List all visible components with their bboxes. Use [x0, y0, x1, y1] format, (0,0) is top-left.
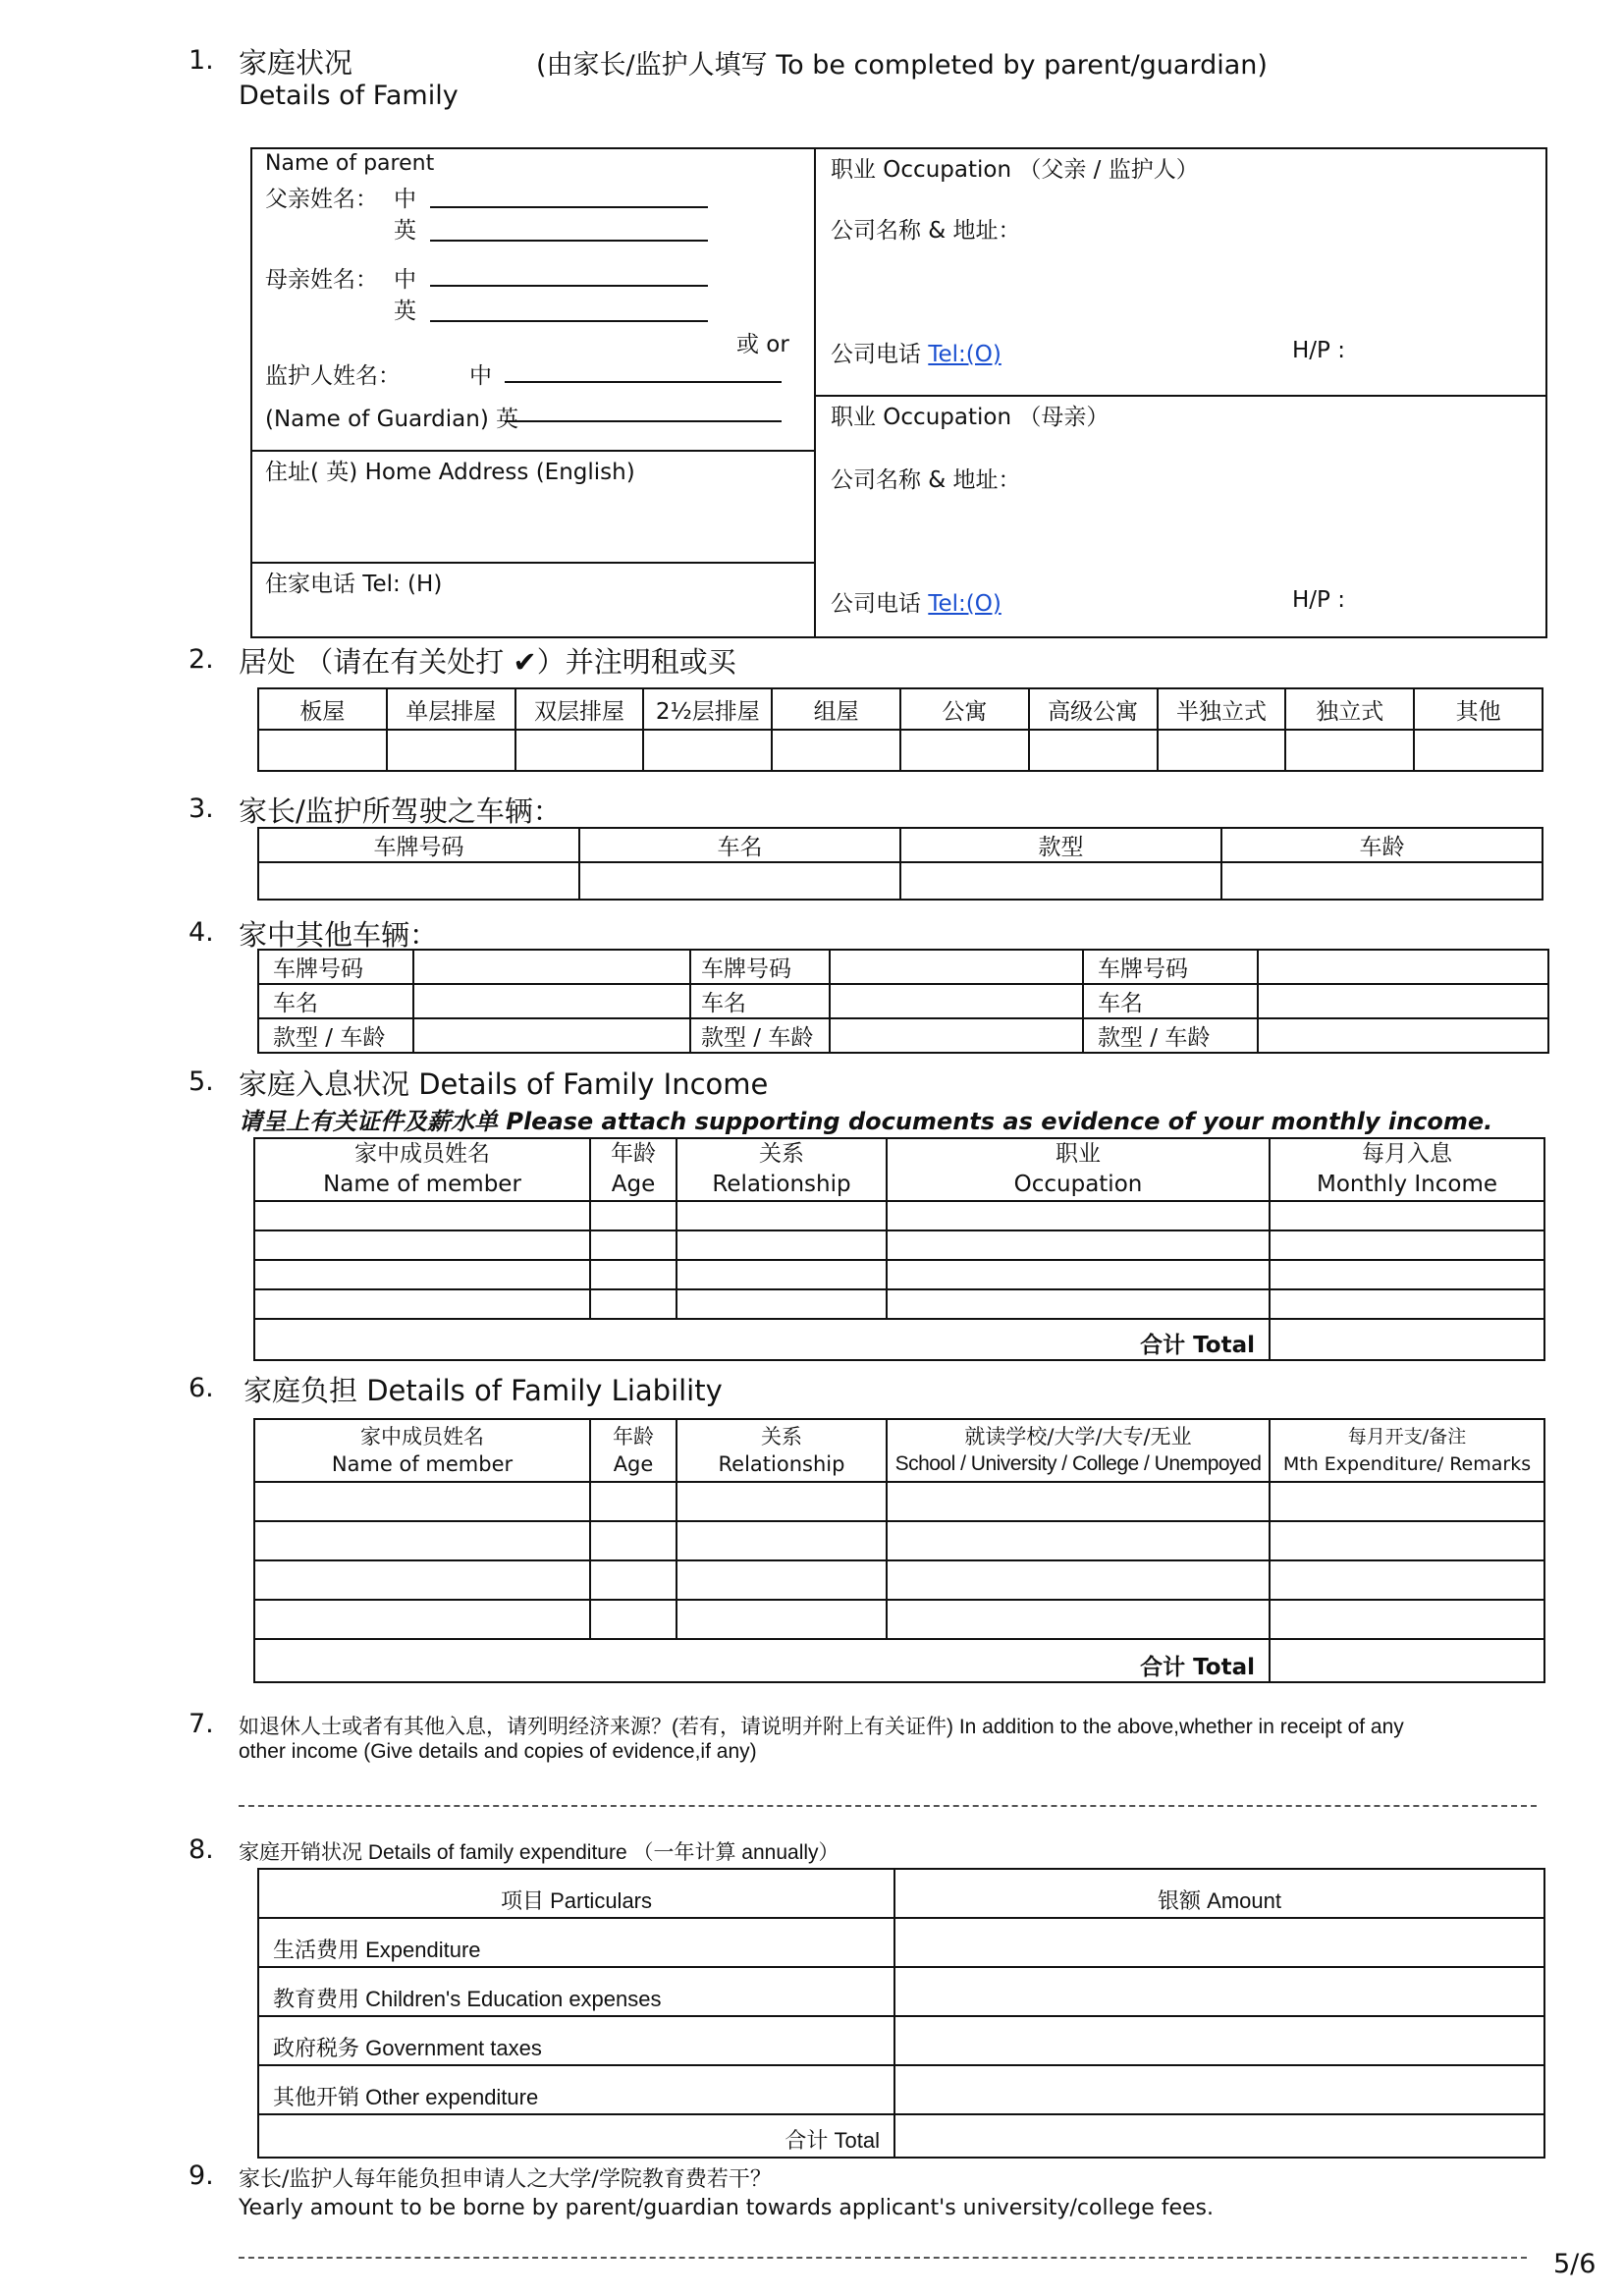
income-cell[interactable]: [590, 1289, 677, 1319]
income-cell[interactable]: [887, 1289, 1270, 1319]
model-age-cell[interactable]: [830, 1018, 1083, 1053]
expenditure-total-label: 合计 Total: [258, 2114, 894, 2158]
residence-cell[interactable]: [515, 730, 644, 771]
amount-cell[interactable]: [894, 2065, 1544, 2114]
father-name-zh-field[interactable]: [430, 206, 708, 208]
mother-office-tel: [831, 585, 1001, 618]
residence-type: 单层排屋: [387, 688, 515, 730]
section-2-number: 2.: [189, 644, 214, 675]
model-age-cell[interactable]: [1258, 1018, 1548, 1053]
section-9-answer-line[interactable]: [239, 2257, 1527, 2259]
address-divider: [250, 450, 815, 452]
mother-occupation-label: 职业 Occupation （母亲）: [831, 405, 1110, 430]
family-liability-table: [253, 1418, 1545, 1683]
header-en: Occupation: [1013, 1172, 1143, 1197]
residence-type: 双层排屋: [515, 688, 644, 730]
other-vehicles-table: [257, 949, 1549, 1054]
liability-expenditure-header: [1270, 1419, 1544, 1482]
income-cell[interactable]: [677, 1260, 887, 1289]
income-cell[interactable]: [1270, 1260, 1544, 1289]
income-cell[interactable]: [590, 1230, 677, 1260]
home-tel-label: 住家电话 Tel: (H): [265, 572, 443, 597]
amount-total-cell[interactable]: [894, 2114, 1544, 2158]
guardian-en-label: (Name of Guardian) 英: [265, 407, 519, 432]
occupation-divider: [814, 395, 1547, 397]
income-cell[interactable]: [887, 1260, 1270, 1289]
liability-cell[interactable]: [887, 1600, 1270, 1639]
income-age-header: [590, 1138, 677, 1201]
section-4-title: 家中其他车辆：: [239, 918, 439, 952]
section-1-title: 家庭状况: [239, 46, 353, 80]
liability-cell[interactable]: [1270, 1600, 1544, 1639]
office-tel-label: 公司电话: [831, 342, 929, 367]
residence-type: 高级公寓: [1029, 688, 1158, 730]
expenditure-label: 生活费用 Expenditure: [258, 1918, 894, 1967]
residence-cell[interactable]: [258, 730, 387, 771]
vehicle-cell[interactable]: [900, 862, 1221, 900]
residence-cell[interactable]: [772, 730, 900, 771]
income-cell[interactable]: [254, 1201, 590, 1230]
header-en: School / University / College / Unempoyed: [894, 1452, 1262, 1475]
income-cell[interactable]: [254, 1230, 590, 1260]
section-5-note: 请呈上有关证件及薪水单 Please attach supporting documents as evidence of your monthly income.: [239, 1108, 1493, 1135]
table-row: [254, 1289, 1544, 1319]
liability-cell[interactable]: [590, 1560, 677, 1600]
header-zh: 每月开支/备注: [1347, 1426, 1467, 1448]
residence-type: 板屋: [258, 688, 387, 730]
liability-cell[interactable]: [254, 1521, 590, 1560]
amount-header: 银额 Amount: [894, 1869, 1544, 1918]
section-5-title: 家庭入息状况 Details of Family Income: [239, 1067, 769, 1101]
header-zh: 每月入息: [1362, 1141, 1452, 1167]
section-1-note: (由家长/监护人填写 To be completed by parent/guardian): [536, 50, 1268, 81]
income-cell[interactable]: [887, 1230, 1270, 1260]
liability-school-header: [887, 1419, 1270, 1482]
section-4-number: 4.: [189, 917, 214, 948]
father-office-tel: [831, 336, 1001, 368]
mother-zh-label: 中: [394, 267, 416, 293]
mother-hp-label: H/P :: [1292, 587, 1345, 613]
header-en: Age: [611, 1172, 656, 1197]
liability-cell[interactable]: [887, 1482, 1270, 1521]
vehicle-plate-header: 车牌号码: [258, 828, 579, 862]
liability-age-header: [590, 1419, 677, 1482]
office-tel-label: 公司电话: [831, 591, 929, 617]
residence-type: 其他: [1414, 688, 1543, 730]
residence-cell[interactable]: [1414, 730, 1543, 771]
car-name-cell[interactable]: [830, 984, 1083, 1018]
income-cell[interactable]: [254, 1260, 590, 1289]
income-cell[interactable]: [1270, 1201, 1544, 1230]
car-name-cell[interactable]: [413, 984, 690, 1018]
income-total-label: 合计 Total: [254, 1319, 1270, 1360]
residence-cell[interactable]: [387, 730, 515, 771]
model-age-cell[interactable]: [413, 1018, 690, 1053]
vehicle-name-header: 车名: [579, 828, 900, 862]
header-zh: 就读学校/大学/大专/无业: [964, 1425, 1192, 1449]
table-row: [254, 1201, 1544, 1230]
section-6-title: 家庭负担 Details of Family Liability: [244, 1374, 723, 1407]
residence-type: 半独立式: [1158, 688, 1286, 730]
mother-company-label: 公司名称 & 地址：: [831, 467, 1021, 493]
header-zh: 家中成员姓名: [354, 1141, 490, 1167]
header-en: Name of member: [323, 1172, 521, 1197]
section-6-number: 6.: [189, 1373, 214, 1403]
liability-cell[interactable]: [1270, 1521, 1544, 1560]
plate-label: 车牌号码: [258, 950, 413, 984]
education-expense-label: 教育费用 Children's Education expenses: [258, 1967, 894, 2016]
table-row: [254, 1560, 1544, 1600]
residence-type: 公寓: [900, 688, 1029, 730]
plate-label: 车牌号码: [690, 950, 830, 984]
section-7-answer-line[interactable]: [239, 1805, 1537, 1807]
table-row: [254, 1600, 1544, 1639]
guardian-name-en-field[interactable]: [505, 420, 782, 422]
table-row: [254, 1260, 1544, 1289]
father-name-label: 父亲姓名：: [265, 187, 378, 212]
vehicle-age-header: 车龄: [1221, 828, 1543, 862]
section-7-text-line2: other income (Give details and copies of evidence,if any): [239, 1740, 757, 1763]
liability-cell[interactable]: [1270, 1482, 1544, 1521]
liability-cell[interactable]: [677, 1521, 887, 1560]
liability-cell[interactable]: [590, 1600, 677, 1639]
header-zh: 关系: [759, 1141, 804, 1167]
name-of-parent-label: Name of parent: [265, 151, 435, 176]
residence-cell[interactable]: [900, 730, 1029, 771]
table-row: [254, 1482, 1544, 1521]
guardian-zh-label: 中: [469, 363, 492, 389]
liability-cell[interactable]: [590, 1521, 677, 1560]
header-en: Relationship: [718, 1452, 845, 1476]
liability-total-cell[interactable]: [1270, 1639, 1544, 1682]
income-cell[interactable]: [677, 1201, 887, 1230]
section-9-text-line1: 家长/监护人每年能负担申请人之大学/学院教育费若干？: [239, 2167, 772, 2192]
amount-cell[interactable]: [894, 2016, 1544, 2065]
section-9-text-line2: Yearly amount to be borne by parent/guardian towards applicant's university/college fees.: [239, 2196, 1214, 2220]
amount-cell[interactable]: [894, 1967, 1544, 2016]
guardian-name-label: 监护人姓名：: [265, 363, 401, 389]
liability-cell[interactable]: [254, 1482, 590, 1521]
liability-cell[interactable]: [590, 1482, 677, 1521]
or-label: 或 or: [736, 332, 789, 357]
header-zh: 职业: [1056, 1141, 1101, 1167]
office-tel-link[interactable]: Tel:(O): [928, 342, 1001, 367]
income-relationship-header: [677, 1138, 887, 1201]
liability-cell[interactable]: [254, 1560, 590, 1600]
father-en-label: 英: [394, 218, 416, 244]
header-en: Relationship: [712, 1172, 851, 1197]
section-5-number: 5.: [189, 1066, 214, 1097]
income-monthly-header: [1270, 1138, 1544, 1201]
particulars-header: 项目 Particulars: [258, 1869, 894, 1918]
plate-cell[interactable]: [1258, 950, 1548, 984]
liability-cell[interactable]: [254, 1600, 590, 1639]
section-8-number: 8.: [189, 1834, 214, 1865]
liability-name-header: [254, 1419, 590, 1482]
plate-cell[interactable]: [413, 950, 690, 984]
car-name-label: 车名: [690, 984, 830, 1018]
income-cell[interactable]: [254, 1289, 590, 1319]
office-tel-link[interactable]: Tel:(O): [928, 591, 1001, 617]
liability-total-label: 合计 Total: [254, 1639, 1270, 1682]
car-name-cell[interactable]: [1258, 984, 1548, 1018]
mother-name-zh-field[interactable]: [430, 285, 708, 287]
header-zh: 关系: [761, 1425, 802, 1449]
residence-type: 独立式: [1285, 688, 1414, 730]
income-name-header: [254, 1138, 590, 1201]
residence-table: [257, 687, 1543, 772]
residence-cell[interactable]: [1158, 730, 1286, 771]
plate-label: 车牌号码: [1083, 950, 1258, 984]
income-cell[interactable]: [677, 1289, 887, 1319]
residence-type: 2½层排屋: [643, 688, 772, 730]
section-1-number: 1.: [189, 45, 214, 76]
liability-cell[interactable]: [887, 1560, 1270, 1600]
table-row: [254, 1230, 1544, 1260]
section-7-number: 7.: [189, 1709, 214, 1739]
other-expenditure-label: 其他开销 Other expenditure: [258, 2065, 894, 2114]
liability-cell[interactable]: [677, 1560, 887, 1600]
income-cell[interactable]: [887, 1201, 1270, 1230]
table-row: [254, 1521, 1544, 1560]
income-occupation-header: [887, 1138, 1270, 1201]
father-company-label: 公司名称 & 地址：: [831, 218, 1021, 244]
liability-cell[interactable]: [677, 1482, 887, 1521]
residence-cell[interactable]: [1029, 730, 1158, 771]
section-2-title: 居处 （请在有关处打 ✔）并注明租或买: [239, 645, 736, 679]
family-income-table: [253, 1137, 1545, 1361]
mother-name-en-field[interactable]: [430, 320, 708, 322]
vehicle-cell[interactable]: [579, 862, 900, 900]
section-1-subtitle: Details of Family: [239, 81, 459, 111]
vehicle-cell[interactable]: [258, 862, 579, 900]
government-taxes-label: 政府税务 Government taxes: [258, 2016, 894, 2065]
driver-vehicle-table: [257, 827, 1543, 901]
home-address-label: 住址( 英) Home Address (English): [265, 460, 635, 485]
section-3-title: 家长/监护所驾驶之车辆：: [239, 794, 562, 828]
model-age-label: 款型 / 车龄: [690, 1018, 830, 1053]
section-3-number: 3.: [189, 793, 214, 824]
page-number: 5/6: [1553, 2249, 1597, 2279]
income-cell[interactable]: [1270, 1289, 1544, 1319]
header-en: Mth Expenditure/ Remarks: [1282, 1453, 1532, 1475]
residence-type: 组屋: [772, 688, 900, 730]
header-en: Age: [613, 1452, 654, 1476]
liability-cell[interactable]: [887, 1521, 1270, 1560]
liability-cell[interactable]: [1270, 1560, 1544, 1600]
father-occupation-label: 职业 Occupation （父亲 / 监护人）: [831, 157, 1199, 183]
header-zh: 年龄: [613, 1425, 654, 1449]
family-expenditure-table: [257, 1868, 1545, 2159]
liability-cell[interactable]: [677, 1600, 887, 1639]
father-hp-label: H/P :: [1292, 338, 1345, 363]
mother-en-label: 英: [394, 299, 416, 324]
liability-relationship-header: [677, 1419, 887, 1482]
header-en: Name of member: [331, 1452, 514, 1476]
section-9-number: 9.: [189, 2160, 214, 2191]
father-name-en-field[interactable]: [430, 240, 708, 242]
residence-cell[interactable]: [643, 730, 772, 771]
model-age-label: 款型 / 车龄: [258, 1018, 413, 1053]
car-name-label: 车名: [258, 984, 413, 1018]
family-box-vdivider: [814, 147, 816, 638]
mother-name-label: 母亲姓名：: [265, 267, 378, 293]
income-total-cell[interactable]: [1270, 1319, 1544, 1360]
car-name-label: 车名: [1083, 984, 1258, 1018]
header-zh: 家中成员姓名: [360, 1425, 484, 1449]
income-cell[interactable]: [1270, 1230, 1544, 1260]
residence-cell[interactable]: [1285, 730, 1414, 771]
income-cell[interactable]: [590, 1201, 677, 1230]
section-7-text-line1: 如退休人士或者有其他入息，请列明经济来源？(若有，请说明并附上有关证件) In addition to the above,whether in receipt of any: [239, 1716, 1404, 1738]
income-cell[interactable]: [677, 1230, 887, 1260]
header-en: Monthly Income: [1316, 1172, 1498, 1197]
income-cell[interactable]: [590, 1260, 677, 1289]
vehicle-cell[interactable]: [1221, 862, 1543, 900]
vehicle-model-header: 款型: [900, 828, 1221, 862]
amount-cell[interactable]: [894, 1918, 1544, 1967]
home-tel-divider: [250, 562, 815, 564]
plate-cell[interactable]: [830, 950, 1083, 984]
section-8-title: 家庭开销状况 Details of family expenditure （一年计算 annually）: [239, 1841, 839, 1864]
header-zh: 年龄: [611, 1141, 656, 1167]
model-age-label: 款型 / 车龄: [1083, 1018, 1258, 1053]
father-zh-label: 中: [394, 187, 416, 212]
guardian-name-zh-field[interactable]: [505, 381, 782, 383]
